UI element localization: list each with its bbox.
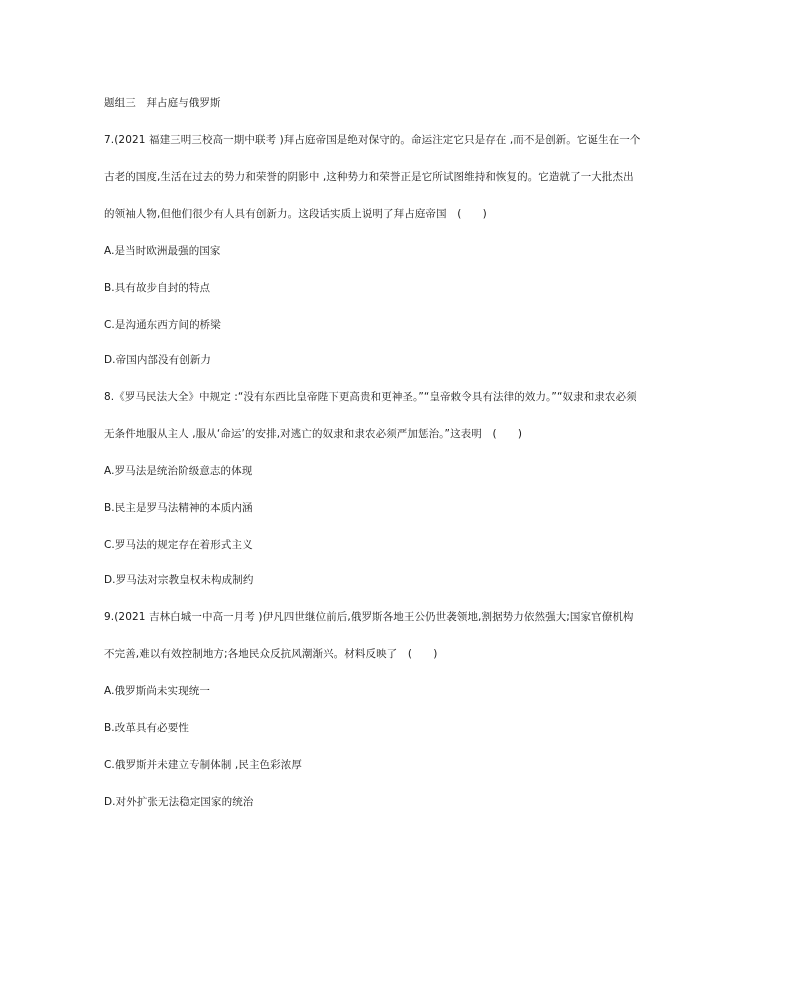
question-8-stem-line-1: 8.《罗马民法大全》中规定 :“没有东西比皇帝陛下更高贵和更神圣。”“皇帝敕令具有法律的效力。”“奴隶和隶农必须	[104, 391, 637, 403]
question-7-stem-line-1: 7.(2021 福建三明三校高一期中联考 )拜占庭帝国是绝对保守的。命运注定它只是存在 ,而不是创新。它诞生在一个	[104, 134, 641, 146]
question-8-option-b: B.民主是罗马法精神的本质内涵	[104, 502, 253, 514]
question-9-stem-line-2: 不完善,难以有效控制地方;各地民众反抗风潮渐兴。材料反映了 ( )	[104, 648, 438, 660]
question-8-option-c: C.罗马法的规定存在着形式主义	[104, 539, 253, 551]
section-heading: 题组三 拜占庭与俄罗斯	[104, 97, 221, 109]
question-9-option-c: C.俄罗斯并未建立专制体制 ,民主色彩浓厚	[104, 759, 302, 771]
question-7-option-b: B.具有故步自封的特点	[104, 282, 211, 294]
question-7-option-c: C.是沟通东西方间的桥梁	[104, 319, 221, 331]
question-8-option-a: A.罗马法是统治阶级意志的体现	[104, 465, 253, 477]
question-7-option-a: A.是当时欧洲最强的国家	[104, 245, 221, 257]
question-9-stem-line-1: 9.(2021 吉林白城一中高一月考 )伊凡四世继位前后,俄罗斯各地王公仍世袭领地,割据势力依然强大;国家官僚机构	[104, 611, 634, 623]
question-7-stem-line-2: 古老的国度,生活在过去的势力和荣誉的阴影中 ,这种势力和荣誉正是它所试图维持和恢复的。它造就了一大批杰出	[104, 171, 634, 183]
question-9-option-a: A.俄罗斯尚未实现统一	[104, 685, 210, 697]
question-7-stem-line-3: 的领袖人物,但他们很少有人具有创新力。这段话实质上说明了拜占庭帝国 ( )	[104, 208, 487, 220]
question-8-option-d: D.罗马法对宗教皇权未构成制约	[104, 574, 254, 586]
question-8-stem-line-2: 无条件地服从主人 ,服从‘命运’的安排,对逃亡的奴隶和隶农必须严加惩治。”这表明 ( )	[104, 428, 523, 440]
question-9-option-d: D.对外扩张无法稳定国家的统治	[104, 796, 254, 808]
question-7-option-d: D.帝国内部没有创新力	[104, 354, 212, 366]
question-9-option-b: B.改革具有必要性	[104, 722, 189, 734]
